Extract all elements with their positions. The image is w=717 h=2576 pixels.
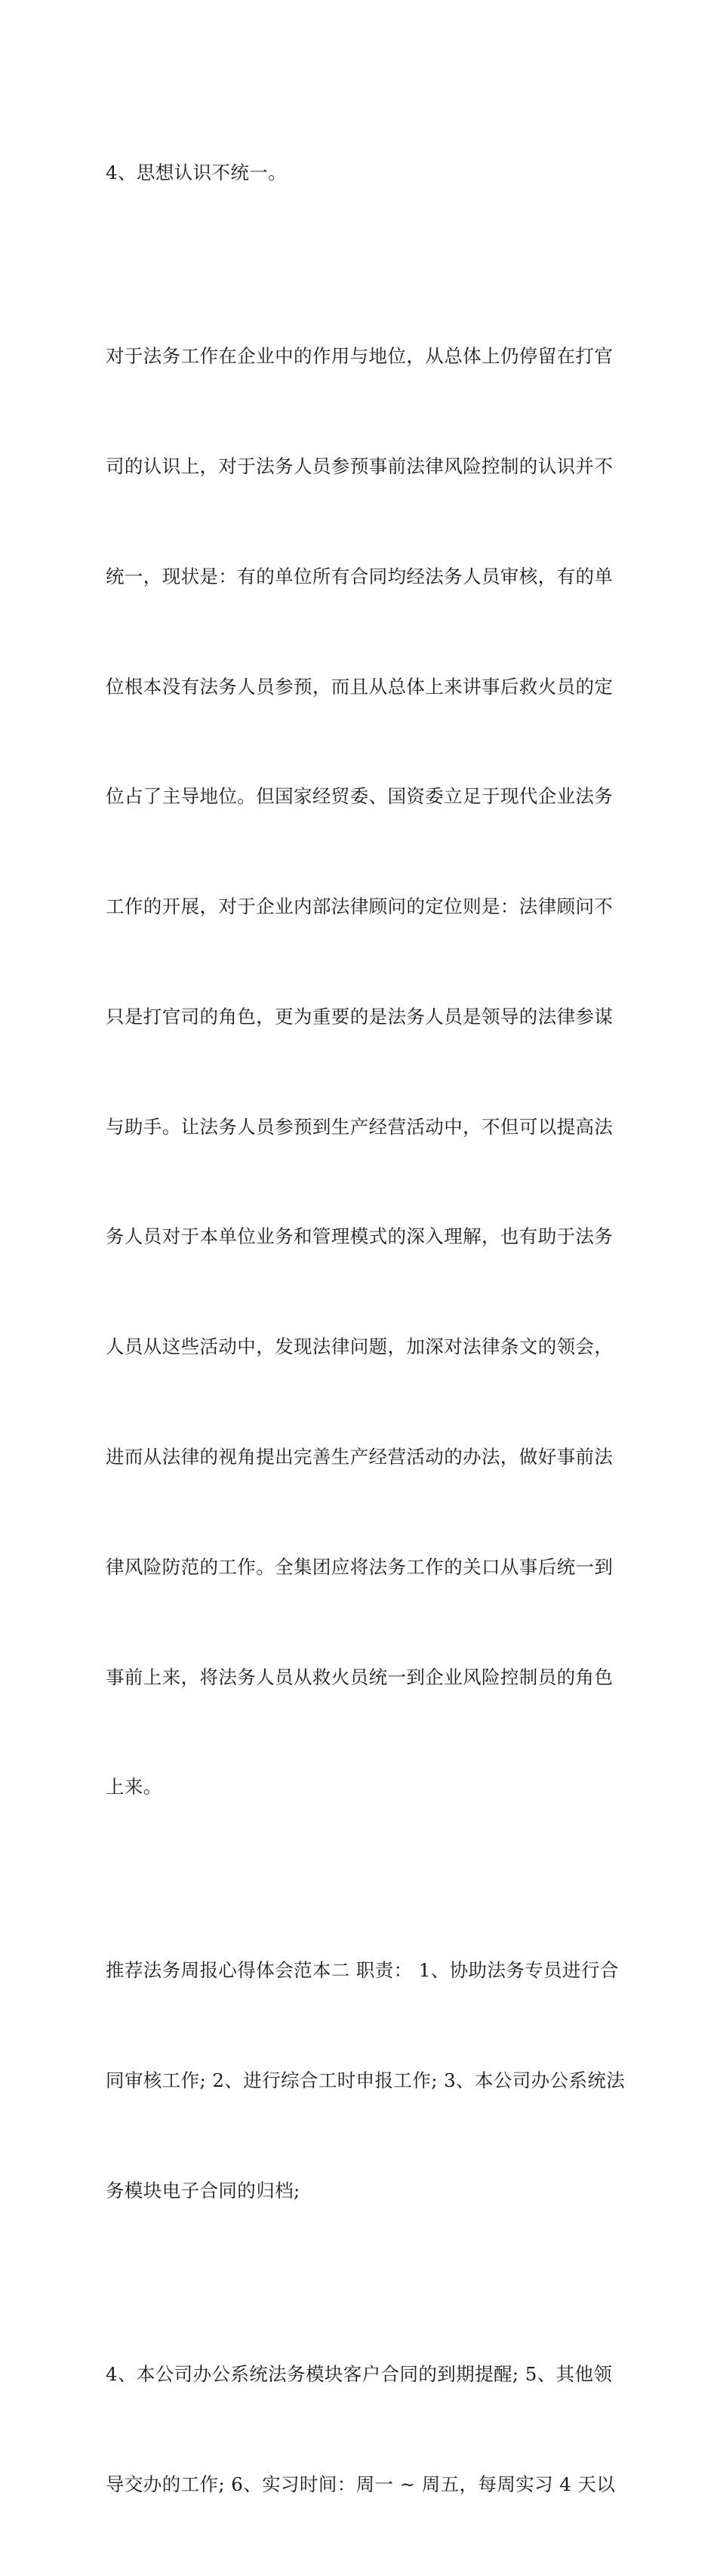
text-line: 统一，现状是：有的单位所有合同均经法务人员审核，有的单: [106, 565, 614, 587]
text-line: 务人员对于本单位业务和管理模式的深入理解，也有助于法务: [106, 1225, 614, 1248]
paragraph-duties: [106, 1879, 626, 2283]
text-line: 同审核工作; 2、进行综合工时申报工作; 3、本公司办公系统法: [106, 2069, 626, 2092]
text-line: 人员从这些活动中，发现法律问题，加深对法律条文的领会，: [106, 1336, 614, 1358]
paragraph-heading: [106, 82, 613, 265]
text-line: 位占了主导地位。但国家经贸委、国资委立足于现代企业法务: [106, 785, 614, 808]
paragraph-legal-role: [106, 265, 613, 1879]
text-line: 只是打官司的角色，更为重要的是法务人员是领导的法律参谋: [106, 1005, 614, 1028]
text-line: 位根本没有法务人员参预，而且从总体上来讲事后救火员的定: [106, 675, 614, 698]
text-line: 导交办的工作; 6、实习时间：周一 ~ 周五，每周实习 4 天以: [106, 2473, 616, 2495]
text-line: 4、思想认识不统一。: [106, 162, 288, 184]
text-line: 对于法务工作在企业中的作用与地位，从总体上仍停留在打官: [106, 345, 614, 368]
text-line: 上来。: [106, 1776, 162, 1798]
text-line: 进而从法律的视角提出完善生产经营活动的办法，做好事前法: [106, 1445, 614, 1468]
document-body: [106, 82, 626, 2576]
text-line: 4、本公司办公系统法务模块客户合同的到期提醒; 5、其他领: [106, 2362, 613, 2385]
paragraph-duties-continued: [106, 2283, 616, 2576]
text-line: 律风险防范的工作。全集团应将法务工作的关口从事后统一到: [106, 1555, 614, 1578]
text-line: 与助手。让法务人员参预到生产经营活动中，不但可以提高法: [106, 1115, 614, 1138]
text-line: 务模块电子合同的归档;: [106, 2179, 300, 2202]
text-line: 推荐法务周报心得体会范本二 职责： 1、协助法务专员进行合: [106, 1959, 619, 1982]
text-line: 司的认识上，对于法务人员参预事前法律风险控制的认识并不: [106, 454, 614, 477]
text-line: 事前上来，将法务人员从救火员统一到企业风险控制员的角色: [106, 1665, 614, 1688]
text-line: 工作的开展，对于企业内部法律顾问的定位则是：法律顾问不: [106, 895, 614, 918]
